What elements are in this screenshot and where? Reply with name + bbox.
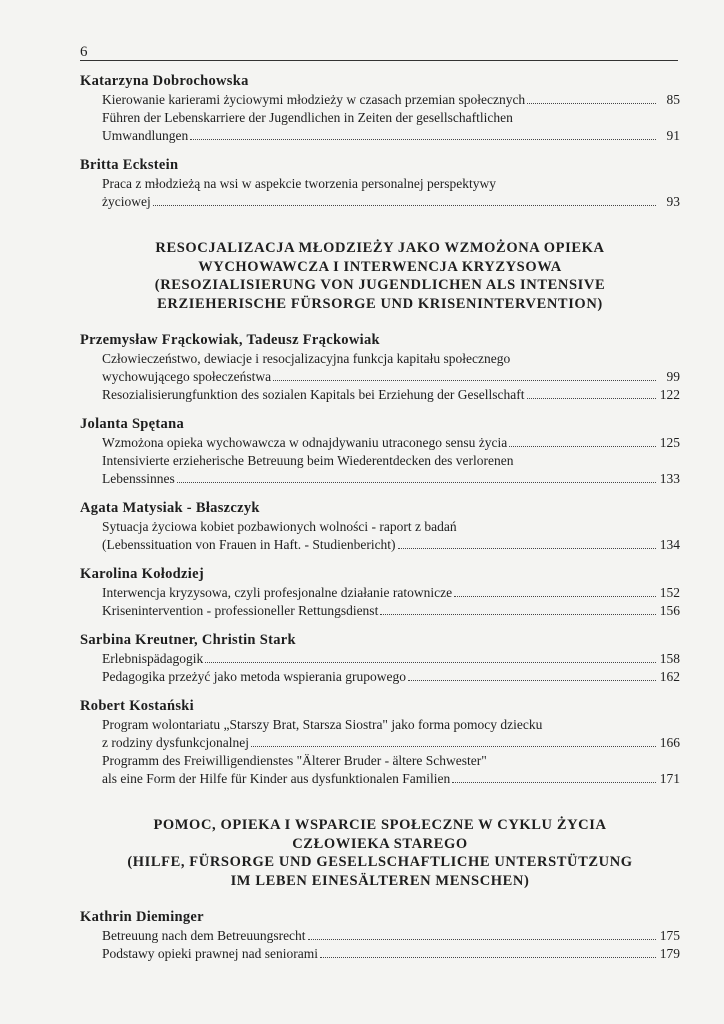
- entry-title-text: Sytuacja życiowa kobiet pozbawionych wolności - raport z badań: [102, 519, 457, 534]
- toc-entry-line: [102, 350, 680, 368]
- section-heading-line: POMOC, OPIEKA I WSPARCIE SPOŁECZNE W CYKLU ŻYCIA: [153, 817, 607, 833]
- section-heading-line: (RESOZIALISIERUNG VON JUGENDLICHEN ALS INTENSIVE: [154, 277, 606, 293]
- entry-title-text: Erlebnispädagogik: [102, 651, 204, 666]
- toc-entry-line: [102, 109, 680, 127]
- toc-entry-line: [102, 584, 680, 602]
- dot-leader: [454, 596, 656, 597]
- toc-entry-line: [102, 716, 680, 734]
- dot-leader: [273, 380, 656, 381]
- toc-entry: [102, 452, 680, 488]
- entry-title-text: Betreuung nach dem Betreuungsrecht: [102, 928, 306, 943]
- entry-title-text: Interwencja kryzysowa, czyli profesjonalne działanie ratownicze: [102, 585, 453, 600]
- entry-title-text: Kierowanie karierami życiowymi młodzieży w czasach przemian społecznych: [102, 92, 526, 107]
- toc-entry-line: [102, 650, 680, 668]
- dot-leader: [308, 939, 656, 940]
- toc-entry: [102, 927, 680, 945]
- entry-page-number: 158: [659, 651, 680, 666]
- entry-title-text: Lebenssinnes: [102, 471, 175, 486]
- toc-entry-line: [102, 536, 680, 554]
- toc-entry: [102, 716, 680, 752]
- toc-entry: [102, 668, 680, 686]
- section-heading: [80, 816, 680, 890]
- author-name: Sarbina Kreutner, Christin Stark: [80, 632, 296, 648]
- entry-page-number: 156: [659, 603, 680, 618]
- author-name: Jolanta Spętana: [80, 416, 185, 432]
- toc-entry: [102, 584, 680, 602]
- entry-title-text: z rodziny dysfunkcjonalnej: [102, 735, 249, 750]
- entry-page-number: 171: [659, 771, 680, 786]
- toc-entry: [102, 518, 680, 554]
- toc-entry: [102, 91, 680, 109]
- dot-leader: [408, 680, 656, 681]
- toc-entry-line: [102, 752, 680, 770]
- entry-title-text: Resozialisierungfunktion des sozialen Kapitals bei Erziehung der Gesellschaft: [102, 387, 525, 402]
- entry-title-text: Intensivierte erzieherische Betreuung beim Wiederentdecken des verlorenen: [102, 453, 514, 468]
- toc-entry: [102, 175, 680, 211]
- dot-leader: [177, 482, 656, 483]
- entry-page-number: 133: [659, 471, 680, 486]
- dot-leader: [509, 446, 656, 447]
- dot-leader: [527, 103, 656, 104]
- dot-leader: [205, 662, 656, 663]
- author-name: Robert Kostański: [80, 698, 194, 714]
- entry-title-text: wychowującego społeczeństwa: [102, 369, 272, 384]
- toc-entry-line: [102, 193, 680, 211]
- toc-entry-line: [102, 127, 680, 145]
- toc-entry-line: [102, 91, 680, 109]
- entry-title-text: Praca z młodzieżą na wsi w aspekcie tworzenia personalnej perspektywy: [102, 176, 496, 191]
- author-name: Agata Matysiak - Błaszczyk: [80, 500, 260, 516]
- section-heading: [80, 239, 680, 313]
- entry-title-text: Programm des Freiwilligendienstes "Älterer Bruder - ältere Schwester": [102, 753, 487, 768]
- header-rule: [80, 60, 678, 61]
- dot-leader: [398, 548, 656, 549]
- section-heading-line: RESOCJALIZACJA MŁODZIEŻY JAKO WZMOŻONA OPIEKA: [155, 240, 605, 256]
- entry-title-text: Krisenintervention - professioneller Rettungsdienst: [102, 603, 379, 618]
- dot-leader: [153, 205, 656, 206]
- toc-entry-line: [102, 945, 680, 963]
- dot-leader: [251, 746, 656, 747]
- entry-page-number: 122: [659, 387, 680, 402]
- section-heading-line: ERZIEHERISCHE FÜRSORGE UND KRISENINTERVENTION): [157, 295, 603, 312]
- entry-title-text: Führen der Lebenskarriere der Jugendlichen in Zeiten der gesellschaftlichen: [102, 110, 513, 125]
- section-heading-line: WYCHOWAWCZA I INTERWENCJA KRYZYSOWA: [198, 258, 562, 275]
- toc-entry-line: [102, 668, 680, 686]
- toc-entry: [102, 602, 680, 620]
- entry-title-text: (Lebenssituation von Frauen in Haft. - Studienbericht): [102, 537, 396, 552]
- author-name: Britta Eckstein: [80, 157, 179, 173]
- toc-entry-line: [102, 518, 680, 536]
- dot-leader: [380, 614, 656, 615]
- author-name: Przemysław Frąckowiak, Tadeusz Frąckowiak: [80, 332, 380, 348]
- entry-page-number: 152: [659, 585, 680, 600]
- toc-entry: [102, 650, 680, 668]
- entry-page-number: 125: [659, 435, 680, 450]
- entry-page-number: 91: [666, 128, 680, 143]
- toc-entry-line: [102, 770, 680, 788]
- entry-page-number: 93: [666, 194, 680, 209]
- toc-entry-line: [102, 734, 680, 752]
- toc-entry-line: [102, 452, 680, 470]
- page-number: 6: [80, 44, 88, 60]
- entry-title-text: als eine Form der Hilfe für Kinder aus dysfunktionalen Familien: [102, 771, 451, 786]
- toc-entry: [102, 350, 680, 386]
- dot-leader: [320, 957, 656, 958]
- toc-entry: [102, 752, 680, 788]
- entry-title-text: Pedagogika przeżyć jako metoda wspierania grupowego: [102, 669, 407, 684]
- dot-leader: [452, 782, 656, 783]
- section-heading-line: CZŁOWIEKA STAREGO: [292, 835, 468, 852]
- entry-title-text: Umwandlungen: [102, 128, 189, 143]
- entry-page-number: 99: [666, 369, 680, 384]
- entry-title-text: Podstawy opieki prawnej nad seniorami: [102, 946, 318, 961]
- dot-leader: [527, 398, 657, 399]
- table-of-contents: [80, 72, 680, 963]
- author-name: Kathrin Dieminger: [80, 909, 204, 925]
- section-heading-line: (HILFE, FÜRSORGE UND GESELLSCHAFTLICHE UNTERSTÜTZUNG: [127, 854, 633, 870]
- toc-entry-line: [102, 386, 680, 404]
- toc-entry-line: [102, 602, 680, 620]
- entry-page-number: 179: [659, 946, 680, 961]
- toc-entry-line: [102, 434, 680, 452]
- toc-entry-line: [102, 927, 680, 945]
- entry-title-text: Program wolontariatu „Starszy Brat, Starsza Siostra" jako forma pomocy dziecku: [102, 717, 543, 732]
- toc-entry: [102, 386, 680, 404]
- section-heading-line: IM LEBEN EINESÄLTEREN MENSCHEN): [230, 872, 530, 889]
- toc-entry-line: [102, 368, 680, 386]
- entry-title-text: życiowej: [102, 194, 151, 209]
- author-name: Katarzyna Dobrochowska: [80, 73, 249, 89]
- entry-title-text: Człowieczeństwo, dewiacje i resocjalizacyjna funkcja kapitału społecznego: [102, 351, 511, 366]
- entry-page-number: 85: [666, 92, 680, 107]
- entry-page-number: 134: [659, 537, 680, 552]
- toc-entry: [102, 434, 680, 452]
- dot-leader: [190, 139, 656, 140]
- entry-page-number: 175: [659, 928, 680, 943]
- entry-page-number: 166: [659, 735, 680, 750]
- toc-entry: [102, 945, 680, 963]
- toc-entry-line: [102, 470, 680, 488]
- entry-title-text: Wzmożona opieka wychowawcza w odnajdywaniu utraconego sensu życia: [102, 435, 508, 450]
- entry-page-number: 162: [659, 669, 680, 684]
- author-name: Karolina Kołodziej: [80, 566, 204, 582]
- toc-entry: [102, 109, 680, 145]
- toc-entry-line: [102, 175, 680, 193]
